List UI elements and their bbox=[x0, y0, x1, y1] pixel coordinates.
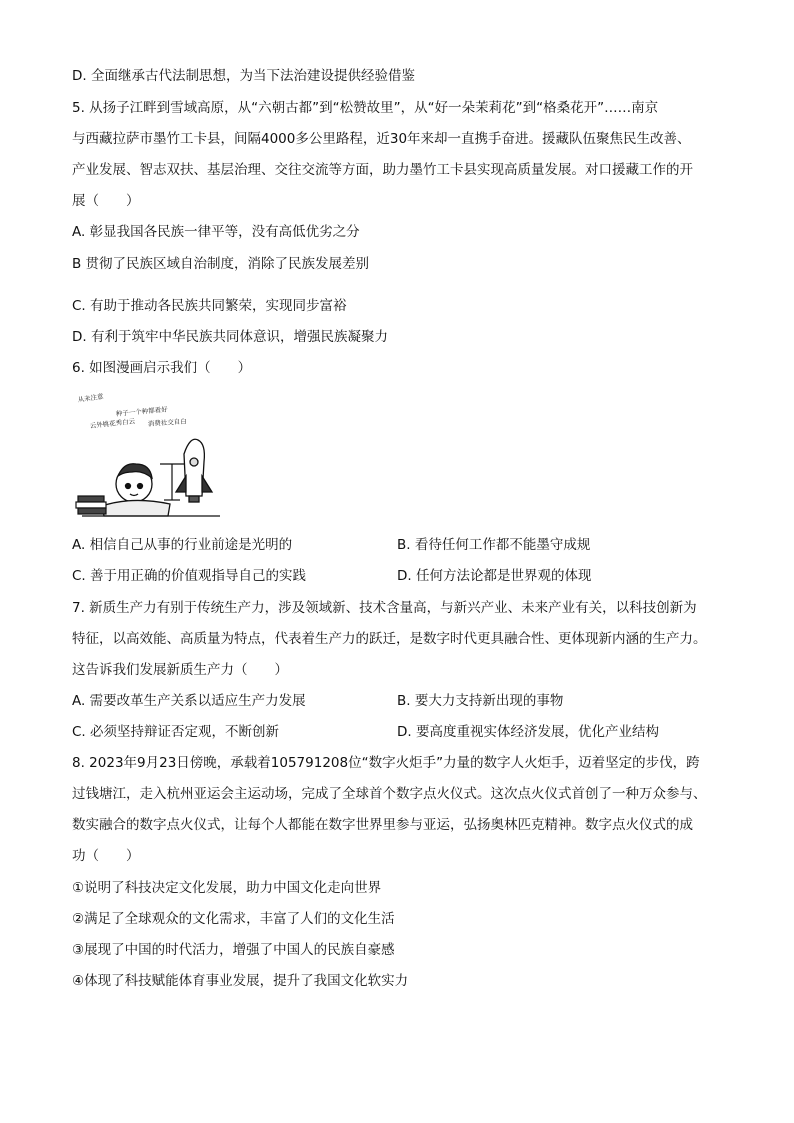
comic-illustration bbox=[72, 392, 224, 522]
q8-item-2: ②满足了全球观众的文化需求，丰富了人们的文化生活 bbox=[72, 911, 395, 927]
q8-item-4: ④体现了科技赋能体育事业发展，提升了我国文化软实力 bbox=[72, 973, 409, 989]
comic-text-4: 消费社交自白 bbox=[147, 417, 188, 428]
q6-option-a: A. 相信自己从事的行业前途是光明的 bbox=[72, 537, 293, 553]
comic-text-3: 种子一个种都看好 bbox=[115, 405, 168, 418]
q4-option-d: D. 全面继承古代法制思想，为当下法治建设提供经验借鉴 bbox=[72, 68, 415, 84]
q6-option-b: B. 看待任何工作都不能墨守成规 bbox=[397, 537, 591, 553]
comic-text-1: 从未注意 bbox=[77, 392, 105, 404]
q7-option-b: B. 要大力支持新出现的事物 bbox=[397, 693, 564, 709]
q7-option-a: A. 需要改革生产关系以适应生产力发展 bbox=[72, 693, 306, 709]
q7-option-c: C. 必须坚持辩证否定观，不断创新 bbox=[72, 724, 280, 740]
q5-stem-line: 产业发展、智志双扶、基层治理、交往交流等方面，助力墨竹工卡县实现高质量发展。对口援藏工作的开 bbox=[72, 162, 693, 178]
rocket-icon bbox=[176, 439, 212, 502]
q5-option-a: A. 彰显我国各民族一律平等，没有高低优劣之分 bbox=[72, 224, 360, 240]
q5-stem-line: 5. 从扬子江畔到雪域高原，从“六朝古都”到“松赞故里”，从“好一朵茉莉花”到“格桑花开”……南京 bbox=[72, 100, 659, 116]
q7-option-d: D. 要高度重视实体经济发展，优化产业结构 bbox=[397, 724, 659, 740]
q7-stem-line: 这告诉我们发展新质生产力（ ） bbox=[72, 662, 288, 678]
q8-stem-line: 数实融合的数字点火仪式，让每个人都能在数字世界里参与亚运，弘扬奥林匹克精神。数字点火仪式的成 bbox=[72, 817, 693, 833]
q5-option-d: D. 有利于筑牢中华民族共同体意识，增强民族凝聚力 bbox=[72, 329, 388, 345]
q5-option-c: C. 有助于推动各民族共同繁荣，实现同步富裕 bbox=[72, 298, 347, 314]
q6-option-d: D. 任何方法论都是世界观的体现 bbox=[397, 568, 592, 584]
q8-item-3: ③展现了中国的时代活力，增强了中国人的民族自豪感 bbox=[72, 942, 395, 958]
comic-text-2: 云外桃花秀白云 bbox=[89, 417, 136, 430]
q8-stem-line: 过钱塘江，走入杭州亚运会主运动场，完成了全球首个数字点火仪式。这次点火仪式首创了一种万众参与、 bbox=[72, 786, 707, 802]
boy-figure bbox=[102, 464, 170, 516]
q6-option-c: C. 善于用正确的价值观指导自己的实践 bbox=[72, 568, 307, 584]
q8-item-1: ①说明了科技决定文化发展，助力中国文化走向世界 bbox=[72, 880, 382, 896]
q7-stem-line: 特征，以高效能、高质量为特点，代表着生产力的跃迁，是数字时代更具融合性、更体现新内涵的生产力。 bbox=[72, 631, 707, 647]
books-icon bbox=[76, 496, 106, 514]
q6-stem: 6. 如图漫画启示我们（ ） bbox=[72, 360, 252, 376]
q5-stem-line: 展（ ） bbox=[72, 193, 140, 209]
q8-stem-line: 功（ ） bbox=[72, 848, 140, 864]
q5-stem-line: 与西藏拉萨市墨竹工卡县，间隔4000多公里路程，近30年来却一直携手奋进。援藏队伍聚焦民生改善、 bbox=[72, 131, 691, 147]
q8-stem-line: 8. 2023年9月23日傍晚，承载着105791208位“数字火炬手”力量的数字人火炬手，迈着坚定的步伐，跨 bbox=[72, 755, 700, 771]
q5-option-b: B 贯彻了民族区域自治制度，消除了民族发展差别 bbox=[72, 256, 370, 272]
q7-stem-line: 7. 新质生产力有别于传统生产力，涉及领域新、技术含量高，与新兴产业、未来产业有关，以科技创新为 bbox=[72, 600, 697, 616]
